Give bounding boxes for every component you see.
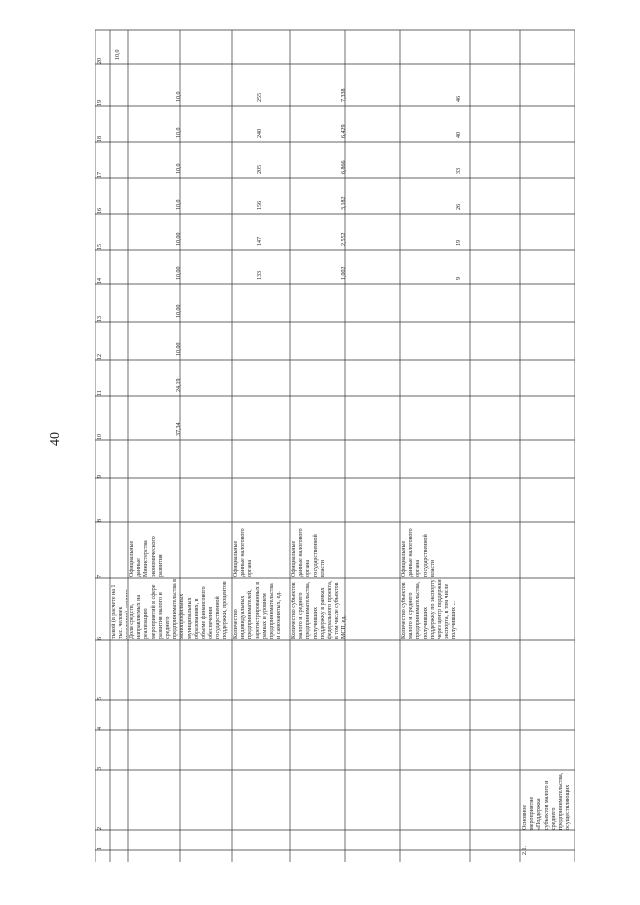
table-cell-value: 26 (456, 204, 462, 210)
column-number: 5 (97, 697, 103, 700)
column-number: 6 (97, 637, 103, 640)
column-number: 16 (97, 208, 103, 214)
column-number: 9 (97, 475, 103, 478)
footer-row-text: Основное мероприятие «Поддержка субъектов малого и среднего предпринимательства, осуществляющих (522, 772, 572, 830)
table-cell-value: 6,866 (341, 160, 347, 174)
table-cell-value: 37,34 (176, 422, 182, 436)
table-cell-value: 255 (257, 93, 263, 102)
column-number: 11 (97, 390, 103, 396)
table-row-source: Официальные данные налогового органа государственной власти (401, 528, 436, 577)
table-row-source: Официальные данные налогового органа государственной власти (291, 528, 326, 577)
column-number: 14 (97, 278, 103, 284)
table-cell-value: 7,338 (341, 88, 347, 102)
column-number: 20 (97, 58, 103, 64)
table-cell-value: 133 (257, 271, 263, 280)
table-cell-value: 205 (257, 165, 263, 174)
table-row-source: Официальные данные Министерства экономического развития (129, 536, 164, 577)
table-row-source: Официальные данные налогового органа (233, 528, 254, 577)
table-cell-value: 10,0 (176, 199, 182, 210)
table-cell-value: 2,552 (341, 232, 347, 246)
table-cell-value: 10,0 (176, 163, 182, 174)
column-number: 4 (97, 727, 103, 730)
table-cell-value: 24,19 (176, 378, 182, 392)
table-cell-value: 10,00 (176, 232, 182, 246)
column-number: 19 (97, 100, 103, 106)
column-number: 17 (97, 172, 103, 178)
column-number: 1 (97, 847, 103, 850)
column-number: 10 (97, 434, 103, 440)
table-cell-value: 1,002 (341, 266, 347, 280)
table-cell-value: 10,0 (115, 49, 121, 60)
table-cell-value: 10,0 (176, 91, 182, 102)
table-cell-value: 6,429 (341, 124, 347, 138)
table-row-description: Количество индивидуальных предпринимателей, зарегистрированных в рамках и уровнем предпринимательства и самозанятых, ед. (233, 581, 283, 639)
table-cell-value: 40 (456, 132, 462, 138)
table-cell-value: 156 (257, 201, 263, 210)
table-cell-value: 19 (456, 240, 462, 246)
table-row-description: тыкой (в расчете на 1 тыс. человек (111, 584, 125, 639)
table-cell-value: 10,00 (176, 342, 182, 356)
column-number: 12 (97, 354, 103, 360)
column-number: 15 (97, 244, 103, 250)
column-number: 2 (97, 827, 103, 830)
column-number: 3 (97, 767, 103, 770)
table-row-description: Количество субъектов малого и среднего предпринимательства, получивших поддержку в рамках федерального проекта, в том числе субъектов МСП, ед. (291, 580, 348, 639)
table-cell-value: 240 (257, 129, 263, 138)
footer-row-number: 2.1. (522, 846, 528, 855)
table-row-description: Количество субъектов малого и среднего предпринимательства, получивших поддержку по экспорту через центр поддержки экспорта, в том числе получивших ... (401, 579, 458, 639)
column-number: 7 (97, 575, 103, 578)
table-cell-value: 10,00 (176, 304, 182, 318)
table-cell-value: 46 (456, 96, 462, 102)
column-number: 8 (97, 519, 103, 522)
table-cell-value: 10,0 (176, 127, 182, 138)
table-row-description: Доля средств, направляемых на реализацию мероприятий в сфере развития малого и среднего предпринимательства в монопрофильных муниципальных образованиях, в объеме финансового обеспечения государственной поддержки, процентов (129, 579, 229, 639)
column-number: 18 (97, 136, 103, 142)
table-cell-value: 147 (257, 237, 263, 246)
table-cell-value: 33 (456, 168, 462, 174)
table-cell-value: 10,00 (176, 266, 182, 280)
table-cell-value: 9 (456, 277, 462, 280)
table-cell-value: 3,182 (341, 196, 347, 210)
page-number: 40 (48, 432, 63, 446)
column-number: 13 (97, 316, 103, 322)
table-grid (95, 28, 575, 890)
